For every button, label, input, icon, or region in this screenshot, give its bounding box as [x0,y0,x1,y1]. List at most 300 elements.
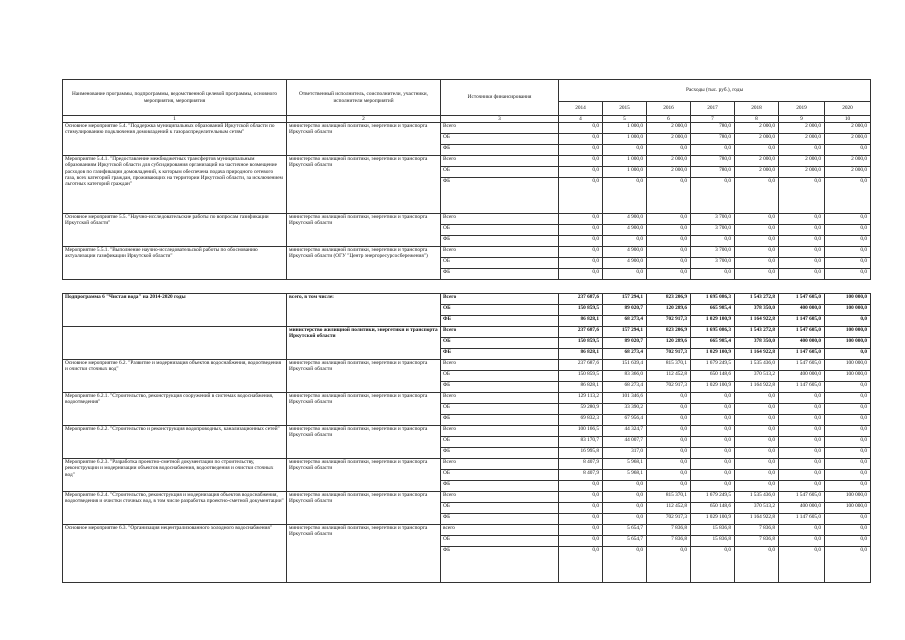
expense-value: 129 113,2 [559,393,603,404]
expense-value: 1 164 922,8 [735,382,779,393]
expense-value: 0,0 [647,547,691,583]
expense-value: 237 687,6 [559,360,603,371]
column-number: 3 [441,116,559,123]
expense-value: 157 294,1 [603,294,647,305]
expense-value: 5 968,1 [603,470,647,481]
expense-value: 150 859,5 [559,305,603,316]
table-row [63,214,871,225]
header-year: 2019 [779,102,825,116]
expense-value: 0,0 [559,145,603,156]
expense-value: 100 000,0 [825,294,871,305]
expense-value: 0,0 [559,536,603,547]
table-header [63,80,871,123]
expense-value: 0,0 [647,437,691,448]
funding-source: ФБ [441,547,559,583]
expense-value: 3 700,0 [691,258,735,269]
activity-name: Мероприятие 5.4.1. "Предоставление межбюджетных трансфертов муниципальным образованиям Иркутской области для субсидирования организаций на частичное возмещение расходов по газификации домовладений, к которым обеспечена подача природного сетевого газа, всех категорий граждан, проживающих на территории Иркутской области, за исключением льготных категорий граждан" [63,156,287,214]
expense-value: 2 000,0 [825,123,871,134]
expense-value: 3 700,0 [691,247,735,258]
expense-value: 1 029 100,9 [691,316,735,327]
expense-value: 0,0 [779,269,825,280]
column-number: 8 [735,116,779,123]
expense-value: 0,0 [647,459,691,470]
funding-source: ФБ [441,236,559,247]
funding-source: Всего [441,214,559,225]
expense-value: 317,0 [603,448,647,459]
column-number: 2 [287,116,441,123]
activity-name: Подпрограмма 6 "Чистая вода" на 2014-2020 годы [63,294,287,327]
activity-name: Мероприятие 6.2.1. "Строительство, реконструкция сооружений в системах водоснабжения, водоотведения" [63,393,287,426]
expense-value: 1 679 249,5 [691,360,735,371]
expense-value: 0,0 [647,481,691,492]
activity-name: Мероприятие 6.2.4. "Строительство, реконструкция и модернизация объектов водоснабжения, водоотведения и очистки сточных вод, в том числе разработка проектно-сметной документации" [63,492,287,525]
expense-value: 0,0 [603,145,647,156]
expense-value: 0,0 [603,236,647,247]
header-year: 2014 [559,102,603,116]
expense-value: 7 836,8 [647,525,691,536]
expense-value: 1 029 100,9 [691,349,735,360]
responsible-executor: министерство жилищной политики, энергетики и транспорта Иркутской области [287,393,441,426]
expense-value: 0,0 [691,470,735,481]
expense-value: 0,0 [735,437,779,448]
column-number: 10 [825,116,871,123]
expense-value: 237 687,6 [559,327,603,338]
expense-value: 0,0 [735,269,779,280]
expense-value: 0,0 [825,437,871,448]
funding-source: Всего [441,123,559,134]
expense-value: 0,0 [825,536,871,547]
expense-value: 2 000,0 [647,134,691,145]
expense-value: 0,0 [647,214,691,225]
expense-value: 4 900,0 [603,214,647,225]
expense-value: 0,0 [603,481,647,492]
column-number: 4 [559,116,603,123]
expense-value: 0,0 [647,415,691,426]
responsible-executor: министерство жилищной политики, энергетики и транспорта Иркутской области [287,327,441,360]
expense-value: 0,0 [779,247,825,258]
table-row [63,123,871,134]
funding-source: ФБ [441,269,559,280]
expense-value: 0,0 [559,503,603,514]
expense-value: 0,0 [825,247,871,258]
expense-value: 8 407,9 [559,459,603,470]
expense-value: 83 170,7 [559,437,603,448]
expense-value: 650 148,6 [691,371,735,382]
funding-source: ФБ [441,382,559,393]
expense-value: 0,0 [691,415,735,426]
expense-value: 780,0 [691,156,735,167]
expense-value: 702 917,3 [647,316,691,327]
funding-source: ФБ [441,481,559,492]
expense-value: 1 164 922,8 [735,316,779,327]
column-number: 1 [63,116,287,123]
expense-value: 1 547 605,0 [779,360,825,371]
expense-value: 0,0 [647,426,691,437]
expense-value: 8 407,9 [559,470,603,481]
expense-value: 0,0 [647,448,691,459]
activity-name: Основное мероприятие 6.2. "Развитие и модернизация объектов водоснабжения, водоотведения и очистки сточных вод" [63,360,287,393]
funding-source: ОБ [441,437,559,448]
expense-value: 0,0 [825,236,871,247]
expense-value: 100 000,0 [825,360,871,371]
funding-source: ФБ [441,349,559,360]
funding-source: ФБ [441,145,559,156]
expense-value: 0,0 [647,225,691,236]
expense-value: 0,0 [735,145,779,156]
expense-value: 1 543 272,8 [735,327,779,338]
funding-source: ФБ [441,448,559,459]
expense-value: 0,0 [559,178,603,214]
expense-value: 150 859,5 [559,371,603,382]
table-row [63,327,871,338]
expense-value: 0,0 [779,525,825,536]
expense-value: 815 370,1 [647,492,691,503]
expense-value: 0,0 [825,145,871,156]
expense-value: 89 020,7 [603,305,647,316]
expense-value: 4 900,0 [603,247,647,258]
expense-value: 151 639,4 [603,360,647,371]
expense-value: 67 956,4 [603,415,647,426]
expense-value: 0,0 [559,247,603,258]
expense-value: 0,0 [779,481,825,492]
expense-value: 1 000,0 [603,167,647,178]
expense-value: 1 543 272,8 [735,294,779,305]
expense-value: 0,0 [691,269,735,280]
expense-value: 815 370,1 [647,360,691,371]
responsible-executor: министерство жилищной политики, энергетики и транспорта Иркутской области [287,123,441,156]
expense-value: 0,0 [779,225,825,236]
funding-source: ОБ [441,225,559,236]
expense-value: 68 273,4 [603,316,647,327]
expense-value: 0,0 [691,236,735,247]
expense-value: 33 390,2 [603,404,647,415]
expense-value: 2 000,0 [735,123,779,134]
expense-value: 5 654,7 [603,536,647,547]
responsible-executor: министерство жилищной политики, энергетики и транспорта Иркутской области [287,492,441,525]
expense-value: 0,0 [559,481,603,492]
expense-value: 0,0 [779,415,825,426]
expense-value: 0,0 [691,393,735,404]
funding-source: Всего [441,492,559,503]
expense-value: 2 000,0 [735,156,779,167]
table-body [63,123,871,583]
expense-value: 2 000,0 [647,156,691,167]
expense-value: 0,0 [779,393,825,404]
expense-value: 0,0 [735,404,779,415]
expense-value: 100 000,0 [825,503,871,514]
table-row [63,156,871,167]
responsible-executor: министерство жилищной политики, энергетики и транспорта Иркутской области [287,214,441,247]
funding-source: ФБ [441,178,559,214]
funding-source: Всего [441,294,559,305]
funding-source: ОБ [441,134,559,145]
expense-value: 780,0 [691,167,735,178]
expense-value: 100 000,0 [825,338,871,349]
expense-value: 0,0 [735,214,779,225]
funding-source: ОБ [441,503,559,514]
expense-value: 0,0 [825,349,871,360]
expense-value: 1 547 605,0 [779,492,825,503]
expense-value: 68 273,4 [603,382,647,393]
header-source-column: Источники финансирования [441,80,559,116]
expense-value: 15 836,8 [691,525,735,536]
funding-source: Всего [441,156,559,167]
expense-value: 112 452,8 [647,371,691,382]
expense-value: 400 000,0 [779,305,825,316]
expense-value: 0,0 [735,481,779,492]
table-row [63,426,871,437]
expense-value: 0,0 [691,426,735,437]
expense-value: 0,0 [735,178,779,214]
expense-value: 2 000,0 [779,123,825,134]
expense-value: 702 917,3 [647,349,691,360]
expense-value: 0,0 [647,269,691,280]
expense-value: 1 164 922,8 [735,349,779,360]
funding-source: ОБ [441,371,559,382]
expense-value: 83 366,0 [603,371,647,382]
responsible-executor: всего, в том числе: [287,294,441,327]
expense-value: 1 000,0 [603,123,647,134]
funding-source: ФБ [441,514,559,525]
expense-value: 15 836,8 [691,536,735,547]
expense-value: 0,0 [779,470,825,481]
expense-value: 378 350,0 [735,305,779,316]
column-number: 9 [779,116,825,123]
header-responsible-column: Ответственный исполнитель, соисполнители, участники, исполнители мероприятий [287,80,441,116]
expense-value: 0,0 [779,437,825,448]
column-number: 7 [691,116,735,123]
header-year: 2016 [647,102,691,116]
funding-source: ОБ [441,258,559,269]
expense-value: 1 547 605,0 [779,327,825,338]
funding-source: Всего [441,393,559,404]
responsible-executor: министерство жилищной политики, энергетики и транспорта Иркутской области [287,426,441,459]
table-row [63,393,871,404]
expense-value: 0,0 [603,503,647,514]
expense-value: 157 294,1 [603,327,647,338]
expense-value: 0,0 [825,404,871,415]
expense-value: 0,0 [647,236,691,247]
expense-value: 0,0 [735,415,779,426]
funding-source: ОБ [441,167,559,178]
expense-value: 0,0 [825,316,871,327]
expense-value: 0,0 [779,547,825,583]
expense-value: 3 700,0 [691,214,735,225]
column-number: 5 [603,116,647,123]
expense-value: 4 900,0 [603,225,647,236]
activity-name: Мероприятие 5.5.1. "Выполнение научно-исследовательской работы по обоснованию актуализации газификации Иркутской области" [63,247,287,280]
expense-value: 0,0 [691,404,735,415]
expense-value: 0,0 [779,459,825,470]
funding-source: ОБ [441,305,559,316]
expense-value: 0,0 [603,269,647,280]
expense-value: 0,0 [559,547,603,583]
expense-value: 0,0 [825,481,871,492]
table-row [63,492,871,503]
expense-value: 1 000,0 [603,156,647,167]
expense-value: 378 350,0 [735,338,779,349]
expense-value: 100 000,0 [825,327,871,338]
funding-source: ОБ [441,338,559,349]
expense-value: 86 828,1 [559,316,603,327]
header-year: 2017 [691,102,735,116]
expense-value: 7 836,8 [735,536,779,547]
expense-value: 1 535 436,0 [735,492,779,503]
funding-source: ОБ [441,536,559,547]
header-name-column: Наименование программы, подпрограммы, ведомственной целевой программы, основного мероприятия, мероприятия [63,80,287,116]
expense-value: 44 324,7 [603,426,647,437]
expense-value: 1 695 086,3 [691,294,735,305]
expense-value: 0,0 [559,225,603,236]
funding-source: ОБ [441,470,559,481]
expense-value: 0,0 [825,525,871,536]
header-year: 2020 [825,102,871,116]
expense-value: 370 513,2 [735,503,779,514]
expense-value: 0,0 [779,236,825,247]
expense-value: 0,0 [735,426,779,437]
expense-value: 780,0 [691,123,735,134]
expense-value: 0,0 [559,156,603,167]
expense-value: 100 166,5 [559,426,603,437]
expense-value: 400 000,0 [779,371,825,382]
expense-value: 0,0 [691,145,735,156]
responsible-executor: министерство жилищной политики, энергетики и транспорта Иркутской области [287,360,441,393]
expense-value: 0,0 [825,470,871,481]
activity-name: Мероприятие 6.2.3. "Разработка проектно-сметной документации по строительству, реконструкции и модернизации объектов водоснабжения, водоотведения и очистки сточных вод" [63,459,287,492]
expense-value: 0,0 [779,404,825,415]
expense-value: 5 654,7 [603,525,647,536]
expense-value: 1 029 100,9 [691,382,735,393]
activity-name: Мероприятие 6.2.2. "Строительство и реконструкция водопроводных, канализационных сетей" [63,426,287,459]
expense-value: 1 147 605,0 [779,349,825,360]
expense-value: 0,0 [825,426,871,437]
funding-source: Всего [441,459,559,470]
expense-value: 7 836,8 [647,536,691,547]
expense-value: 0,0 [691,437,735,448]
expense-value: 0,0 [559,492,603,503]
expense-value: 0,0 [735,258,779,269]
expense-value: 2 000,0 [647,167,691,178]
expense-value: 0,0 [559,514,603,525]
expense-value: 0,0 [559,525,603,536]
expense-value: 150 859,5 [559,338,603,349]
expense-value: 0,0 [735,448,779,459]
header-expenses: Расходы (тыс. руб.), годы [559,80,871,102]
expense-value: 0,0 [691,178,735,214]
budget-table [62,79,871,583]
expense-value: 0,0 [559,123,603,134]
expense-value: 0,0 [779,426,825,437]
responsible-executor: министерство жилищной политики, энергетики и транспорта Иркутской области [287,459,441,492]
expense-value: 702 917,3 [647,514,691,525]
expense-value: 0,0 [647,145,691,156]
expense-value: 0,0 [647,247,691,258]
expense-value: 400 000,0 [779,338,825,349]
expense-value: 2 000,0 [779,134,825,145]
expense-value: 0,0 [735,393,779,404]
expense-value: 0,0 [779,145,825,156]
expense-value: 100 000,0 [825,305,871,316]
expense-value: 823 206,9 [647,327,691,338]
expense-value: 0,0 [779,178,825,214]
expense-value: 665 985,4 [691,338,735,349]
expense-value: 0,0 [603,178,647,214]
expense-value: 68 273,4 [603,349,647,360]
funding-source: Всего [441,360,559,371]
table-row [63,459,871,470]
expense-value: 0,0 [603,514,647,525]
expense-value: 0,0 [559,258,603,269]
funding-source: ОБ [441,404,559,415]
expense-value: 0,0 [779,536,825,547]
expense-value: 86 828,1 [559,349,603,360]
expense-value: 0,0 [779,258,825,269]
expense-value: 0,0 [647,393,691,404]
expense-value: 100 000,0 [825,492,871,503]
expense-value: 650 148,6 [691,503,735,514]
expense-value: 2 000,0 [825,167,871,178]
expense-value: 0,0 [647,258,691,269]
expense-value: 0,0 [735,459,779,470]
expense-value: 2 000,0 [825,134,871,145]
expense-value: 0,0 [691,481,735,492]
expense-value: 7 836,8 [735,525,779,536]
expense-value: 1 164 922,8 [735,514,779,525]
expense-value: 1 679 249,5 [691,492,735,503]
responsible-executor: министерство жилищной политики, энергетики и транспорта Иркутской области [287,525,441,583]
expense-value: 0,0 [603,492,647,503]
expense-value: 3 700,0 [691,225,735,236]
expense-value: 237 687,6 [559,294,603,305]
expense-value: 86 828,1 [559,382,603,393]
expense-value: 823 206,9 [647,294,691,305]
expense-value: 0,0 [779,448,825,459]
expense-value: 702 917,3 [647,382,691,393]
expense-value: 1 000,0 [603,134,647,145]
expense-value: 0,0 [603,547,647,583]
activity-name: Основное мероприятие 5.5. "Научно-исследовательские работы по вопросам газификации Иркутской области" [63,214,287,247]
expense-value: 2 000,0 [779,167,825,178]
funding-source: ФБ [441,415,559,426]
activity-name: Основное мероприятие 5.4. "Поддержка муниципальных образований Иркутской области по стимулированию подключения домовладений к газораспределительным сетям" [63,123,287,156]
spacer-row [63,280,871,294]
expense-value: 0,0 [825,258,871,269]
expense-value: 2 000,0 [779,156,825,167]
table-row [63,247,871,258]
expense-value: 101 346,6 [603,393,647,404]
funding-source: Всего [441,426,559,437]
expense-value: 0,0 [691,459,735,470]
header-year: 2018 [735,102,779,116]
expense-value: 59 280,9 [559,404,603,415]
expense-value: 0,0 [825,269,871,280]
expense-value: 0,0 [825,178,871,214]
expense-value: 0,0 [825,214,871,225]
expense-value: 0,0 [735,236,779,247]
expense-value: 0,0 [647,404,691,415]
activity-name [63,327,287,360]
expense-value: 1 547 605,0 [779,294,825,305]
responsible-executor: министерство жилищной политики, энергетики и транспорта Иркутской области [287,156,441,214]
expense-value: 1 147 605,0 [779,316,825,327]
expense-value: 1 535 436,0 [735,360,779,371]
expense-value: 112 452,8 [647,503,691,514]
expense-value: 0,0 [779,214,825,225]
expense-value: 0,0 [825,459,871,470]
funding-source: Всего [441,247,559,258]
expense-value: 69 832,3 [559,415,603,426]
expense-value: 400 000,0 [779,503,825,514]
